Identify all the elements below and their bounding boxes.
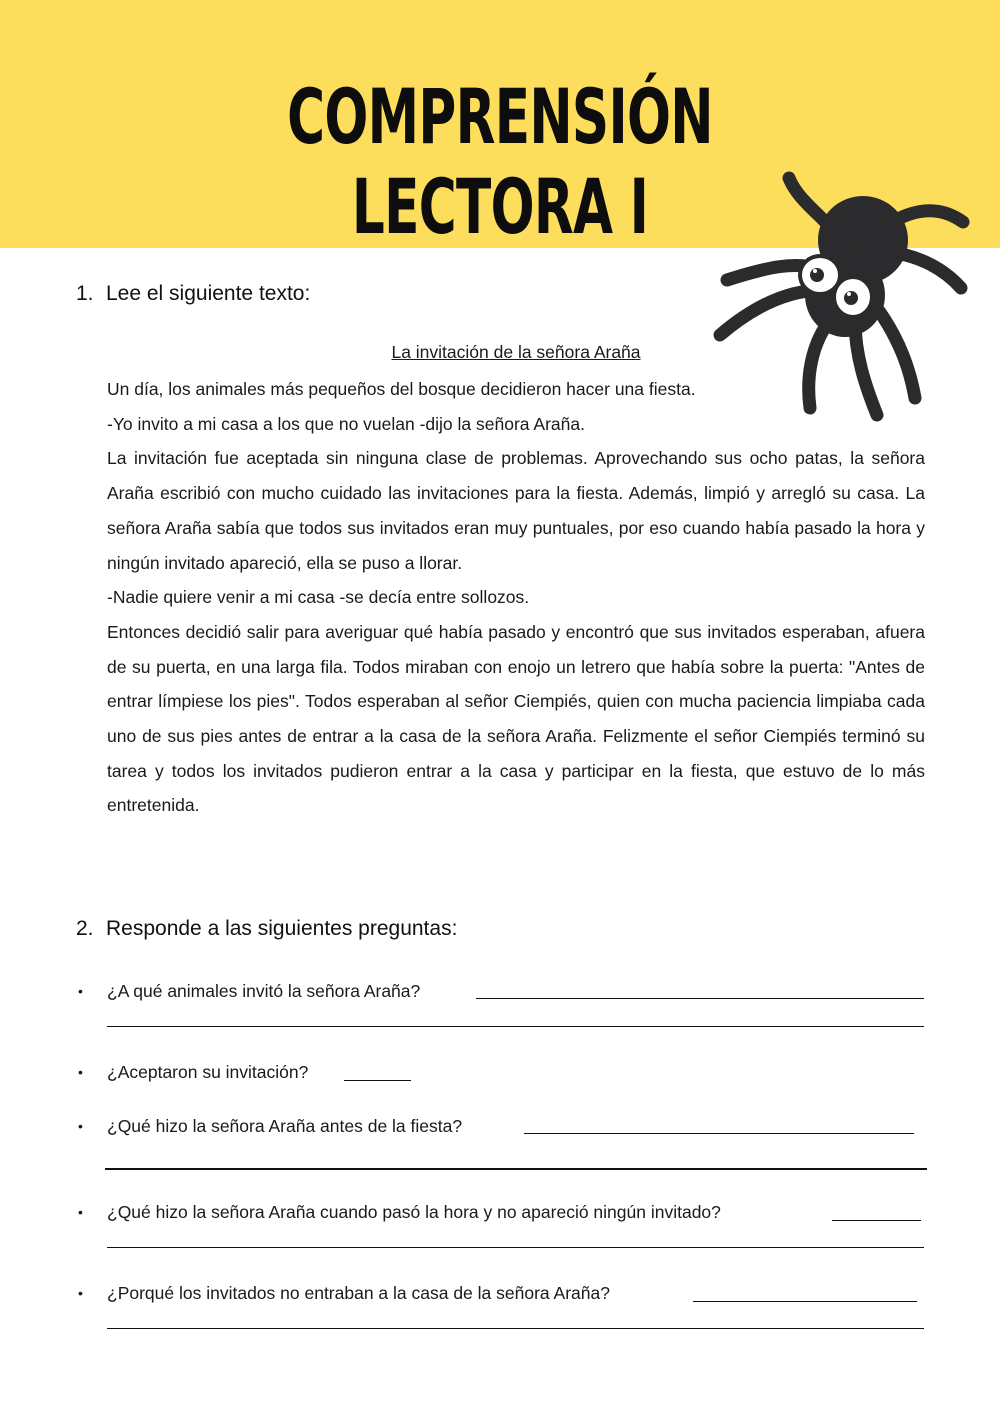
section-2-number: 2. <box>76 917 94 940</box>
section-1-number: 1. <box>76 282 94 305</box>
section-1-heading-text: Lee el siguiente texto: <box>106 282 311 305</box>
answer-line[interactable] <box>693 1301 917 1302</box>
bullet: • <box>78 1285 83 1301</box>
answer-line[interactable] <box>107 1026 924 1027</box>
section-2-heading <box>76 917 457 941</box>
answer-line[interactable] <box>107 1328 924 1329</box>
answer-line[interactable] <box>105 1168 927 1170</box>
question-text: ¿Porqué los invitados no entraban a la casa de la señora Araña? <box>107 1283 610 1303</box>
answer-line[interactable] <box>107 1247 924 1248</box>
section-2-heading-text: Responde a las siguientes preguntas: <box>106 917 458 940</box>
bullet: • <box>78 1118 83 1134</box>
story-paragraph: Un día, los animales más pequeños del bosque decidieron hacer una fiesta. <box>107 379 696 399</box>
question-text: ¿Qué hizo la señora Araña cuando pasó la hora y no apareció ningún invitado? <box>107 1202 721 1222</box>
answer-line[interactable] <box>524 1133 914 1134</box>
story-paragraph: -Yo invito a mi casa a los que no vuelan -dijo la señora Araña. <box>107 413 585 434</box>
question-text: ¿Qué hizo la señora Araña antes de la fiesta? <box>107 1116 463 1136</box>
answer-line[interactable] <box>832 1220 921 1221</box>
section-1-heading <box>76 282 310 306</box>
bullet: • <box>78 1064 83 1080</box>
bullet: • <box>78 1204 83 1220</box>
story-paragraph: -Nadie quiere venir a mi casa -se decía entre sollozos. <box>107 587 530 608</box>
page-title: COMPRENSIÓN LECTORA I <box>287 72 713 251</box>
answer-line[interactable] <box>344 1080 411 1081</box>
answer-line[interactable] <box>476 998 924 999</box>
story-paragraph: La invitación fue aceptada sin ninguna clase de problemas. Aprovechando sus ocho patas, la señora Araña escribió con mucho cuidado las invitaciones para la fiesta. Además, limpió y arregló su casa. La señora Araña sabía que todos sus invitados eran muy puntuales, por eso cuando había pasado la hora y ningún invitado apareció, ella se puso a llorar. <box>107 448 925 573</box>
story-text <box>107 372 925 823</box>
bullet: • <box>78 983 83 999</box>
question-text: ¿A qué animales invitó la señora Araña? <box>107 981 421 1001</box>
story-title: La invitación de la señora Araña <box>391 342 641 362</box>
question-text: ¿Aceptaron su invitación? <box>107 1062 309 1082</box>
story-paragraph: Entonces decidió salir para averiguar qué había pasado y encontró que sus invitados esperaban, afuera de su puerta, en una larga fila. Todos miraban con enojo un letrero que había sobre la puerta: "Antes de entrar límpiese los pies". Todos esperaban al señor Ciempiés, quien con mucha paciencia limpiaba cada uno de sus pies antes de entrar a la casa de la señora Araña. Felizmente el señor Ciempiés terminó su tarea y todos los invitados pudieron entrar a la casa y participar en la fiesta, que estuvo de lo más entretenida. <box>107 621 925 816</box>
